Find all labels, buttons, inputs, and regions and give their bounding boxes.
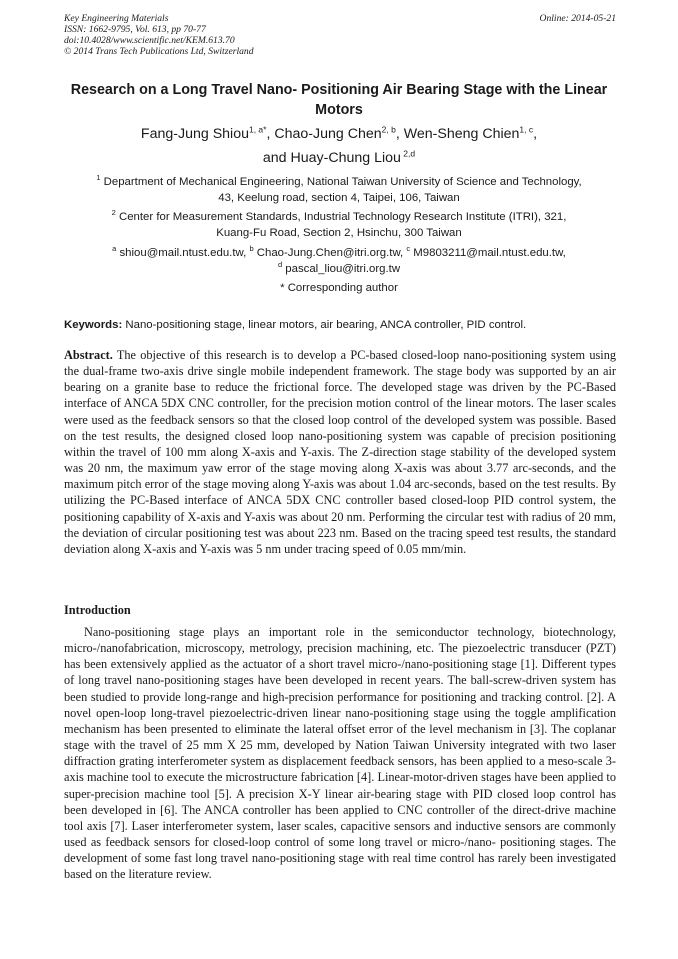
affiliation-sup: 1: [96, 173, 101, 183]
journal-name: Key Engineering Materials: [64, 13, 169, 24]
keywords: [64, 317, 616, 333]
email-sup: d: [277, 260, 283, 270]
introduction-text: Nano-positioning stage plays an important role in the semiconductor technology, biotechnology, micro-/nanofabrication, microscopy, metrology, precision machining, etc. The piezoelectric transducer (PZT) has been extensively applied as the actuator of a short travel micro-/nano-positioning stage [1]. Different types of long travel nano-positioning stages have been developed in recent years. The ball-screw-driven system has been studied to provide long-range and high-precision performance for positioning and tracking control. [2]. A novel open-loop long-travel piezoelectric-driven linear nano-positioning stage using the toggle amplification mechanism has been presented to eliminate the lateral offset error of the level mechanism in [3]. The coplanar stage with the travel of 25 mm X 25 mm, developed by Nation Taiwan University integrated with two laser diffraction grating interferometer system as displacement feedback sensors, has been applied to a meso-scale 3-axis machine tool to execute the microstructure fabrication [4]. Linear-motor-driven stages have been applied to super-precision machine tool [5]. A precision X-Y linear air-bearing stage with PID closed loop control has been developed in [6]. The ANCA controller has been applied to CNC controller of the direct-drive machine tool axis [7]. Laser interferometer system, laser scales, capacitive sensors and inductive sensors are commonly used as feedback sensors for closed-loop control of some long travel or micro-/nano- positioning stages. The development of some fast long travel nano-positioning stage with real time control has rarely been investigated based on the literature review.: [64, 625, 616, 882]
introduction-heading: Introduction: [64, 603, 131, 617]
email-address: pascal_liou@itri.org.tw: [285, 263, 401, 275]
email-address: Chao-Jung.Chen@itri.org.tw,: [256, 247, 407, 259]
corresponding-author-note: * Corresponding author: [280, 282, 398, 294]
affiliation-line: Department of Mechanical Engineering, National Taiwan University of Science and Technology,: [103, 176, 582, 188]
author-name: and Huay-Chung Liou: [262, 150, 401, 166]
doi-line: doi:10.4028/www.scientific.net/KEM.613.70: [64, 35, 235, 46]
author-name: Wen-Sheng Chien: [403, 126, 520, 142]
author-affil-sup: 1, c: [519, 124, 534, 135]
affiliation-2: [54, 209, 624, 241]
email-sup: c: [406, 244, 411, 254]
author-name: Chao-Jung Chen: [274, 126, 382, 142]
author-separator: ,: [266, 126, 275, 142]
email-address: shiou@mail.ntust.edu.tw,: [119, 247, 250, 259]
journal-header: [64, 13, 616, 57]
author-name: Fang-Jung Shiou: [140, 126, 249, 142]
author-affil-sup: 2,d: [400, 148, 416, 159]
affiliation-1: [54, 174, 624, 206]
copyright-line: © 2014 Trans Tech Publications Ltd, Switzerland: [64, 46, 254, 57]
paper-title: Research on a Long Travel Nano- Positioning Air Bearing Stage with the Linear Motors: [70, 82, 608, 118]
author-separator: ,: [533, 126, 538, 142]
affiliation-sup: 2: [111, 208, 116, 218]
email-address: M9803211@mail.ntust.edu.tw,: [413, 247, 566, 259]
issn-line: ISSN: 1662-9795, Vol. 613, pp 70-77: [64, 24, 206, 35]
email-list: [54, 245, 624, 277]
authors-line-1: [40, 124, 638, 144]
abstract: [64, 347, 616, 557]
affiliation-line: 43, Keelung road, section 4, Taipei, 106, Taiwan: [218, 192, 460, 204]
email-sup: a: [112, 244, 117, 254]
email-sup: b: [249, 244, 254, 254]
abstract-label: Abstract.: [64, 348, 113, 362]
keywords-label: Keywords:: [64, 319, 123, 331]
authors-line-2: [40, 148, 638, 168]
online-date: Online: 2014-05-21: [539, 13, 616, 24]
keywords-text: Nano-positioning stage, linear motors, air bearing, ANCA controller, PID control.: [125, 319, 527, 331]
affiliation-line: Kuang-Fu Road, Section 2, Hsinchu, 300 Taiwan: [216, 227, 462, 239]
author-separator: ,: [395, 126, 404, 142]
affiliation-line: Center for Measurement Standards, Industrial Technology Research Institute (ITRI), 321,: [118, 211, 567, 223]
author-affil-sup: 2, b: [381, 124, 396, 135]
abstract-text: The objective of this research is to develop a PC-based closed-loop nano-positioning system using the dual-frame two-axis drive single mobile independent framework. The stage body was supported by an air bearing on a granite base to reduce the frictional force. The developed stage was driven by the PC-Based interface of ANCA 5DX CNC controller, for the precision motion control of the linear motors. The laser scales were used as the feedback sensors so that the closed loop control of the developed system was possible. Based on the test results, the designed closed loop nano-positioning system was capable of precision positioning within the travel of 100 mm along X-axis and Y-axis. The Z-direction stage stability of the developed system was 20 nm, the maximum yaw error of the stage moving along X-axis was about 3.77 arc-seconds, and the maximum pitch error of the stage moving along Y-axis was about 1.04 arc-seconds, based on the test results. By utilizing the PC-Based interface of ANCA 5DX CNC controller based closed-loop PID control system, the positioning capability of X-axis and Y-axis was about 20 nm. Performing the circular test with radius of 20 mm, the deviation of circular positioning test was about 223 nm. Based on the tracing speed test results, the standard deviation along X-axis and Y-axis was 5 nm under tracing speed of 0.05 mm/min.: [64, 348, 616, 556]
author-affil-sup: 1, a*: [248, 124, 267, 135]
